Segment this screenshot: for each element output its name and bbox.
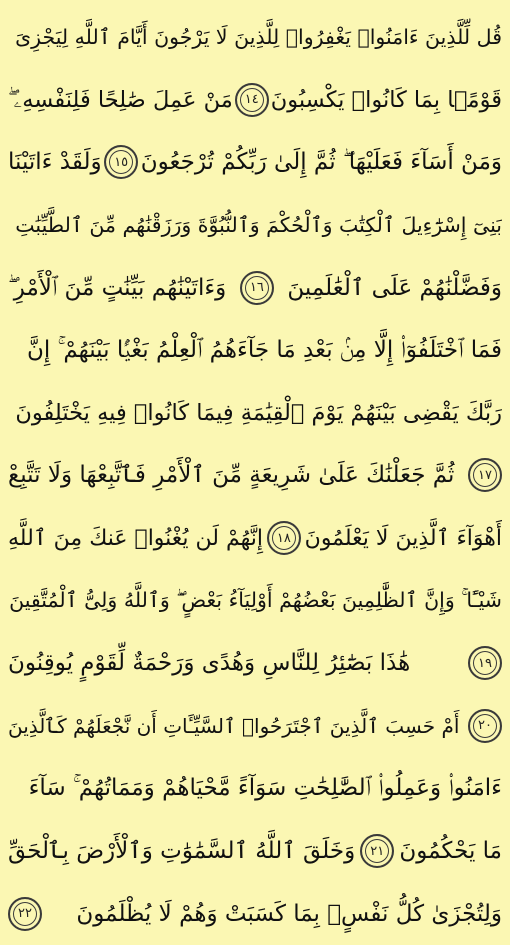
text-line bbox=[8, 131, 502, 194]
verse-text: قَوْمًۢا بِمَا كَانُوا۟ يَكْسِبُونَ bbox=[270, 86, 502, 113]
ayah-number-marker: ١٩ bbox=[468, 646, 502, 680]
text-line bbox=[8, 6, 502, 69]
text-line bbox=[8, 820, 502, 883]
ayah-number-marker: ١٧ bbox=[468, 458, 502, 492]
text-line bbox=[8, 69, 502, 132]
verse-text: وَفَضَّلْنَٰهُمْ عَلَى ٱلْعَٰلَمِينَ bbox=[287, 274, 502, 301]
text-line bbox=[8, 319, 502, 382]
ayah-number-marker: ١٨ bbox=[267, 521, 301, 555]
ayah-number-marker: ١٥ bbox=[104, 145, 138, 179]
verse-text: فَمَا ٱخْتَلَفُوٓا۟ إِلَّا مِنۢ بَعْدِ مَا جَآءَهُمُ ٱلْعِلْمُ بَغْيًۢا بَيْنَهُمْ ۚ إِنَّ bbox=[26, 337, 502, 364]
text-line bbox=[8, 757, 502, 820]
text-line bbox=[8, 194, 502, 257]
text-line bbox=[8, 569, 502, 632]
text-line bbox=[8, 882, 502, 945]
verse-text: هَٰذَا بَصَٰٓئِرُ لِلنَّاسِ وَهُدًى وَرَحْمَةٌ لِّقَوْمٍ يُوقِنُونَ bbox=[8, 650, 411, 677]
text-line bbox=[8, 256, 502, 319]
ayah-number-marker: ٢١ bbox=[360, 834, 394, 868]
text-line bbox=[8, 382, 502, 445]
text-line bbox=[8, 444, 502, 507]
ayah-number-marker: ٢٢ bbox=[8, 897, 42, 931]
verse-text: شَيْـًٔا ۚ وَإِنَّ ٱلظَّٰلِمِينَ بَعْضُهُمْ أَوْلِيَآءُ بَعْضٍ ۖ وَٱللَّهُ وَلِىُّ ٱلْمُتَّقِينَ bbox=[9, 588, 502, 613]
ayah-number-marker: ٢٠ bbox=[468, 709, 502, 743]
verse-text: وَءَاتَيْنَٰهُم بَيِّنَٰتٍ مِّنَ ٱلْأَمْرِ ۖ bbox=[8, 274, 227, 301]
text-line bbox=[8, 632, 502, 695]
text-line bbox=[8, 507, 502, 570]
verse-text: وَلِتُجْزَىٰ كُلُّ نَفْسٍۭ بِمَا كَسَبَتْ وَهُمْ لَا يُظْلَمُونَ bbox=[76, 900, 502, 927]
verse-text: رَبَّكَ يَقْضِى بَيْنَهُمْ يَوْمَ ٱلْقِيَٰمَةِ فِيمَا كَانُوا۟ فِيهِ يَخْتَلِفُونَ bbox=[15, 399, 502, 426]
verse-text: وَمَنْ أَسَآءَ فَعَلَيْهَا ۖ ثُمَّ إِلَىٰ رَبِّكُمْ تُرْجَعُونَ bbox=[140, 149, 502, 176]
verse-text: بَنِىٓ إِسْرَٰٓءِيلَ ٱلْكِتَٰبَ وَٱلْحُكْمَ وَٱلنُّبُوَّةَ وَرَزَقْنَٰهُم مِّنَ ٱلطَّيِّبَٰتِ bbox=[15, 213, 502, 238]
verse-text: مَنْ عَمِلَ صَٰلِحًا فَلِنَفْسِهِۦ ۖ bbox=[8, 86, 233, 113]
verse-text: أَمْ حَسِبَ ٱلَّذِينَ ٱجْتَرَحُوا۟ ٱلسَّيِّـَٔاتِ أَن نَّجْعَلَهُمْ كَٱلَّذِينَ bbox=[8, 713, 460, 738]
verse-text: وَخَلَقَ ٱللَّهُ ٱلسَّمَٰوَٰتِ وَٱلْأَرْضَ بِٱلْحَقِّ bbox=[8, 838, 356, 865]
verse-text: وَلَقَدْ ءَاتَيْنَا bbox=[8, 149, 102, 176]
verse-text: ءَامَنُوا۟ وَعَمِلُوا۟ ٱلصَّٰلِحَٰتِ سَوَآءً مَّحْيَاهُمْ وَمَمَاتُهُمْ ۚ سَآءَ bbox=[28, 775, 502, 802]
verse-text: أَهْوَآءَ ٱلَّذِينَ لَا يَعْلَمُونَ bbox=[304, 525, 502, 551]
text-line bbox=[8, 695, 502, 758]
ayah-number-marker: ١٤ bbox=[235, 83, 269, 117]
verse-text: ثُمَّ جَعَلْنَٰكَ عَلَىٰ شَرِيعَةٍ مِّنَ ٱلْأَمْرِ فَٱتَّبِعْهَا وَلَا تَتَّبِعْ bbox=[8, 462, 455, 489]
verse-text: مَا يَحْكُمُونَ bbox=[399, 838, 502, 865]
verse-text: إِنَّهُمْ لَن يُغْنُوا۟ عَنكَ مِنَ ٱللَّهِ bbox=[8, 525, 263, 551]
verse-text: قُل لِّلَّذِينَ ءَامَنُوا۟ يَغْفِرُوا۟ لِلَّذِينَ لَا يَرْجُونَ أَيَّامَ ٱللَّهِ لِيَجْزِىَ bbox=[15, 25, 502, 50]
ayah-number-marker: ١٦ bbox=[240, 271, 274, 305]
